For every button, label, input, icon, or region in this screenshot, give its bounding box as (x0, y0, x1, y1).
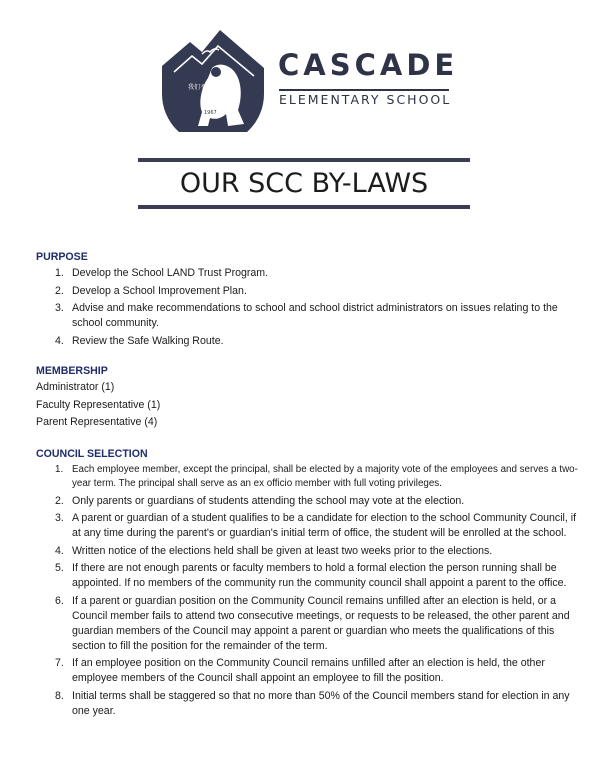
page-title: OUR SCC BY-LAWS (179, 168, 429, 199)
purpose-item: 4. Review the Safe Walking Route. (55, 334, 224, 347)
membership-section (36, 364, 582, 433)
purpose-item: 1. Develop the School LAND Trust Program. (55, 267, 269, 279)
council-selection-heading: COUNCIL SELECTION (36, 448, 148, 460)
council-item: 1. Each employee member, except the principal, shall be elected by a majority vote of the employees and serves a two-year term. The principal shall serve as an ex officio member with full voting privileges. (55, 464, 578, 489)
brand-divider (279, 89, 449, 91)
purpose-section (36, 250, 582, 351)
council-item: 4. Written notice of the elections held shall be given at least two weeks prior to the elections. (55, 544, 493, 557)
purpose-item: 3. Advise and make recommendations to school and school district administrators on issues relating to the school community. (55, 302, 558, 329)
brand-name: CASCADE (278, 48, 459, 82)
title-rule-top (138, 158, 470, 162)
logo-year: 1967 (204, 110, 217, 116)
membership-item: Administrator (1) (36, 381, 115, 393)
purpose-item: 2. Develop a School Improvement Plan. (55, 284, 247, 297)
council-item: 6. If a parent or guardian position on the Community Council remains unfilled after an election is held, or a Council member fails to attend two consecutive meetings, or requests to be released, the other parent and guardian members of the Council may appoint a parent or guardian who meets the qualifications of this section to fill the position for the remainder of the term. (55, 594, 570, 652)
council-item: 2. Only parents or guardians of students attending the school may vote at the election. (55, 494, 465, 507)
membership-item: Parent Representative (4) (36, 416, 158, 428)
membership-heading: MEMBERSHIP (36, 365, 108, 377)
school-logo (158, 28, 458, 132)
brand-subtitle: ELEMENTARY SCHOOL (279, 92, 452, 107)
council-item: 8. Initial terms shall be staggered so that no more than 50% of the Council members stand for election in any one year. (55, 689, 570, 717)
mountain-cougar-badge-icon (158, 28, 268, 132)
logo-motto: 我们不说后 (188, 84, 219, 91)
council-item: 7. If an employee position on the Community Council remains unfilled after an election is held, the other employee members of the Council shall appoint an employee to fill the position. (55, 657, 545, 684)
membership-item: Faculty Representative (1) (36, 398, 161, 411)
purpose-heading: PURPOSE (36, 251, 88, 263)
title-rule-bottom (138, 205, 470, 209)
council-selection-section (36, 447, 582, 721)
council-item: 5. If there are not enough parents or faculty members to hold a formal election the person running shall be appointed. If no members of the community run the community council shall appoint a parent to the office. (55, 562, 567, 589)
council-item: 3. A parent or guardian of a student qualifies to be a candidate for election to the school Community Council, if at any time during the parent's or guardian's initial term of office, the student will be enrolled at the school. (55, 512, 577, 539)
